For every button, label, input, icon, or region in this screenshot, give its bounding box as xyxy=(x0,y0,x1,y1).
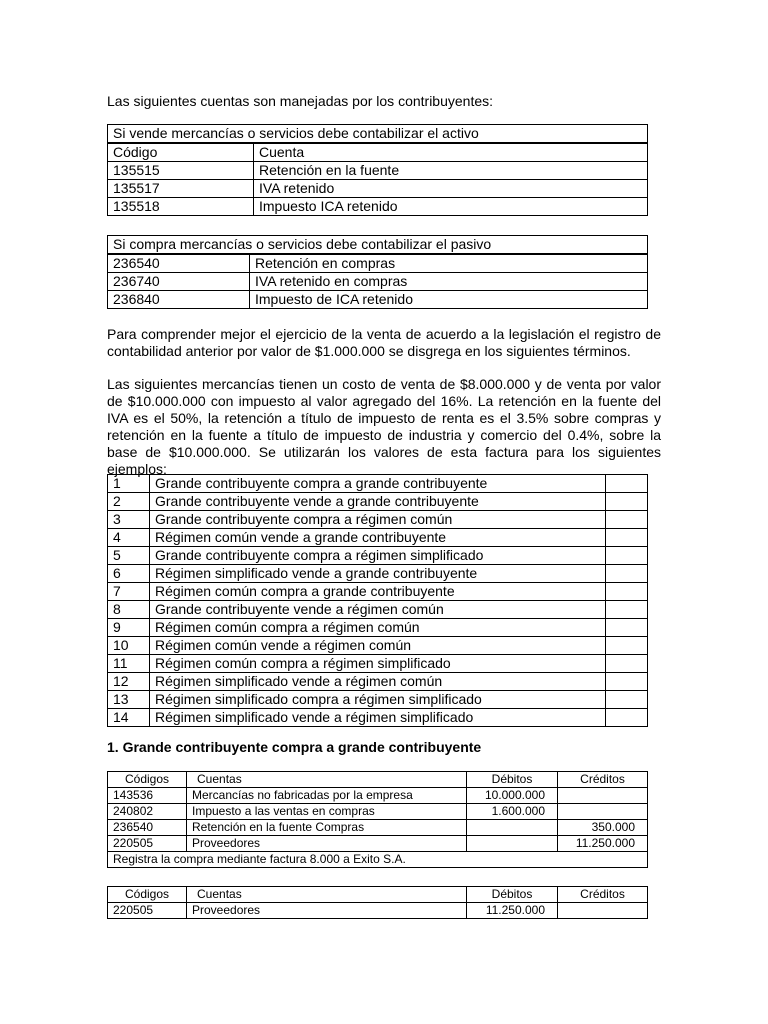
ledger-header-row xyxy=(108,772,648,788)
list-item xyxy=(108,493,648,511)
example-number: 3 xyxy=(108,511,150,529)
example-number: 13 xyxy=(108,691,150,709)
list-item xyxy=(108,601,648,619)
table-row xyxy=(108,254,648,273)
codigos-header: Códigos xyxy=(108,887,187,903)
cuenta-cell: Impuesto a las ventas en compras xyxy=(187,804,467,820)
example-number: 1 xyxy=(108,475,150,493)
activo-accounts-table xyxy=(107,124,648,216)
codigo-cell: 240802 xyxy=(108,804,187,820)
cuenta-cell: Mercancías no fabricadas por la empresa xyxy=(187,788,467,804)
example-extra-cell xyxy=(606,601,648,619)
example-text: Régimen simplificado vende a régimen común xyxy=(150,673,606,691)
table-header-row xyxy=(108,236,648,255)
codigo-cell: 236540 xyxy=(108,820,187,836)
debito-cell: 11.250.000 xyxy=(467,903,558,919)
credito-cell xyxy=(558,788,648,804)
example-extra-cell xyxy=(606,547,648,565)
codigo-cell: 220505 xyxy=(108,903,187,919)
example-extra-cell xyxy=(606,691,648,709)
cuenta-cell: Impuesto ICA retenido xyxy=(254,198,648,216)
example-number: 5 xyxy=(108,547,150,565)
example-extra-cell xyxy=(606,511,648,529)
example-number: 9 xyxy=(108,619,150,637)
example-text: Grande contribuyente vende a grande contribuyente xyxy=(150,493,606,511)
cuentas-header: Cuentas xyxy=(187,772,467,788)
ledger-header-row xyxy=(108,887,648,903)
credito-cell xyxy=(558,804,648,820)
example-number: 2 xyxy=(108,493,150,511)
example-text: Régimen simplificado vende a grande contribuyente xyxy=(150,565,606,583)
example-text: Régimen común vende a régimen común xyxy=(150,637,606,655)
cuenta-cell: Retención en compras xyxy=(250,254,648,273)
cuenta-header: Cuenta xyxy=(254,143,648,162)
debitos-header: Débitos xyxy=(467,772,558,788)
debito-cell: 10.000.000 xyxy=(467,788,558,804)
table-row xyxy=(108,162,648,180)
example-text: Régimen común compra a régimen simplificado xyxy=(150,655,606,673)
credito-cell xyxy=(558,903,648,919)
credito-cell: 350.000 xyxy=(558,820,648,836)
table-row xyxy=(108,820,648,836)
example-extra-cell xyxy=(606,529,648,547)
codigo-cell: 236540 xyxy=(108,254,250,273)
example-number: 4 xyxy=(108,529,150,547)
debito-cell: 1.600.000 xyxy=(467,804,558,820)
creditos-header: Créditos xyxy=(558,772,648,788)
list-item xyxy=(108,655,648,673)
section-1-title: 1. Grande contribuyente compra a grande contribuyente xyxy=(107,739,482,755)
table-row xyxy=(108,180,648,198)
intro-text: Las siguientes cuentas son manejadas por los contribuyentes: xyxy=(107,93,494,109)
example-extra-cell xyxy=(606,493,648,511)
codigo-cell: 236740 xyxy=(108,273,250,291)
codigos-header: Códigos xyxy=(108,772,187,788)
table-row xyxy=(108,198,648,216)
list-item xyxy=(108,619,648,637)
example-number: 7 xyxy=(108,583,150,601)
codigo-cell: 220505 xyxy=(108,836,187,852)
codigo-cell: 135515 xyxy=(108,162,254,180)
table-row xyxy=(108,273,648,291)
list-item xyxy=(108,637,648,655)
codigo-cell: 135518 xyxy=(108,198,254,216)
example-text: Grande contribuyente compra a régimen simplificado xyxy=(150,547,606,565)
cuenta-cell: Impuesto de ICA retenido xyxy=(250,291,648,309)
activo-header: Si vende mercancías o servicios debe contabilizar el activo xyxy=(108,125,648,144)
example-text: Grande contribuyente compra a grande contribuyente xyxy=(150,475,606,493)
example-number: 8 xyxy=(108,601,150,619)
cuenta-cell: Retención en la fuente Compras xyxy=(187,820,467,836)
codigo-cell: 143536 xyxy=(108,788,187,804)
pasivo-accounts-table xyxy=(107,235,648,309)
list-item xyxy=(108,709,648,727)
cuenta-cell: IVA retenido en compras xyxy=(250,273,648,291)
debito-cell xyxy=(467,836,558,852)
creditos-header: Créditos xyxy=(558,887,648,903)
example-text: Régimen común compra a régimen común xyxy=(150,619,606,637)
table-row xyxy=(108,903,648,919)
list-item xyxy=(108,529,648,547)
cuenta-cell: Proveedores xyxy=(187,903,467,919)
cuentas-header: Cuentas xyxy=(187,887,467,903)
cuenta-cell: Retención en la fuente xyxy=(254,162,648,180)
example-number: 10 xyxy=(108,637,150,655)
list-item xyxy=(108,565,648,583)
table-row xyxy=(108,852,648,868)
example-extra-cell xyxy=(606,619,648,637)
example-extra-cell xyxy=(606,475,648,493)
list-item xyxy=(108,583,648,601)
table-row xyxy=(108,804,648,820)
debito-cell xyxy=(467,820,558,836)
list-item xyxy=(108,475,648,493)
cuenta-cell: Proveedores xyxy=(187,836,467,852)
credito-cell: 11.250.000 xyxy=(558,836,648,852)
table-row xyxy=(108,143,648,162)
table-row xyxy=(108,788,648,804)
example-number: 12 xyxy=(108,673,150,691)
table-row xyxy=(108,291,648,309)
ledger-entry-1 xyxy=(107,771,648,868)
example-extra-cell xyxy=(606,673,648,691)
example-text: Régimen común vende a grande contribuyente xyxy=(150,529,606,547)
ledger-entry-2 xyxy=(107,886,648,919)
examples-table xyxy=(107,474,648,727)
example-extra-cell xyxy=(606,655,648,673)
example-text: Grande contribuyente compra a régimen común xyxy=(150,511,606,529)
list-item xyxy=(108,547,648,565)
example-number: 11 xyxy=(108,655,150,673)
example-extra-cell xyxy=(606,637,648,655)
list-item xyxy=(108,511,648,529)
pasivo-header: Si compra mercancías o servicios debe contabilizar el pasivo xyxy=(108,236,648,255)
entry-note: Registra la compra mediante factura 8.000 a Exito S.A. xyxy=(108,852,648,868)
example-text: Régimen común compra a grande contribuyente xyxy=(150,583,606,601)
table-header-row xyxy=(108,125,648,144)
example-extra-cell xyxy=(606,583,648,601)
example-number: 14 xyxy=(108,709,150,727)
codigo-header: Código xyxy=(108,143,254,162)
paragraph-2: Las siguientes mercancías tienen un costo de venta de $8.000.000 y de venta por valor de $10.000.000 con impuesto al valor agregado del 16%. La retención en la fuente del IVA es el 50%, la retención a título de impuesto de renta es el 3.5% sobre compras y retención en la fuente a título de impuesto de industria y comercio del 0.4%, sobre la base de $10.000.000. Se utilizarán los valores de esta factura para los siguientes ejemplos: xyxy=(107,376,661,477)
paragraph-1: Para comprender mejor el ejercicio de la venta de acuerdo a la legislación el registro de contabilidad anterior por valor de $1.000.000 se disgrega en los siguientes términos. xyxy=(107,326,661,359)
example-text: Régimen simplificado vende a régimen simplificado xyxy=(150,709,606,727)
example-extra-cell xyxy=(606,709,648,727)
example-number: 6 xyxy=(108,565,150,583)
codigo-cell: 236840 xyxy=(108,291,250,309)
example-extra-cell xyxy=(606,565,648,583)
debitos-header: Débitos xyxy=(467,887,558,903)
example-text: Régimen simplificado compra a régimen simplificado xyxy=(150,691,606,709)
list-item xyxy=(108,673,648,691)
table-row xyxy=(108,836,648,852)
list-item xyxy=(108,691,648,709)
codigo-cell: 135517 xyxy=(108,180,254,198)
example-text: Grande contribuyente vende a régimen común xyxy=(150,601,606,619)
cuenta-cell: IVA retenido xyxy=(254,180,648,198)
